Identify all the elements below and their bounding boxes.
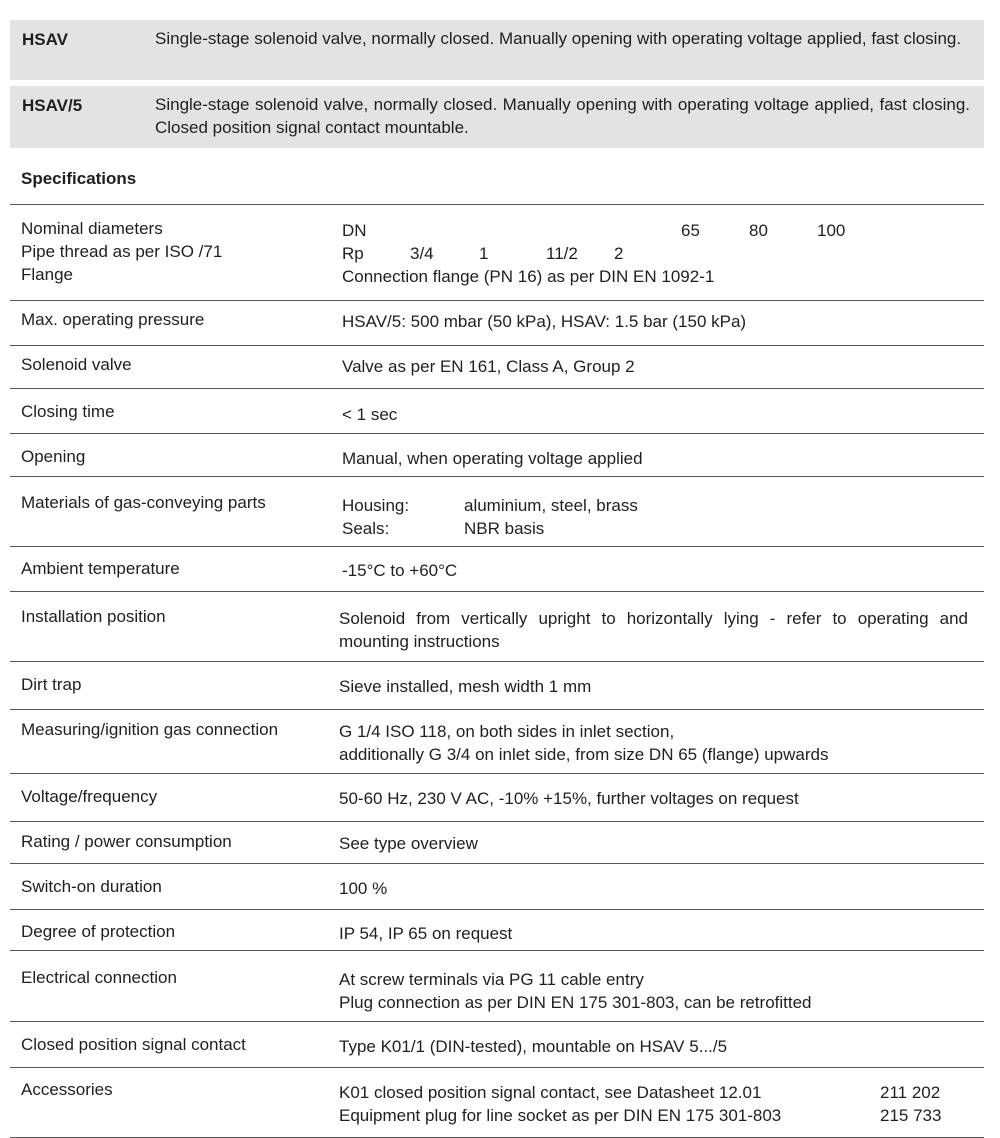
dn-value: 100 [817,221,846,240]
spec-row-accessories [10,1068,984,1138]
spec-value: Solenoid from vertically upright to horizontally lying - refer to operating and mounting instructions [339,609,968,651]
type-hsav5 [10,86,984,148]
nominal-diameters-label: Nominal diameters [21,219,163,238]
spec-value: < 1 sec [342,405,398,424]
spec-label: Materials of gas-conveying parts [21,493,266,512]
spec-label: Closed position signal contact [21,1035,246,1054]
spec-label: Installation position [21,607,166,626]
spec-row-switch-on [10,864,984,910]
spec-row-closing-time [10,389,984,434]
spec-value: IP 54, IP 65 on request [339,924,513,943]
rp-value: 2 [614,244,624,263]
spec-label: Voltage/frequency [21,787,158,806]
rp-value: 1 [479,244,489,263]
spec-row-materials [10,477,984,547]
dn-value: 80 [749,221,768,240]
specifications-heading: Specifications [10,154,984,205]
spec-label: Dirt trap [21,675,82,694]
accessories-list [339,1081,968,1127]
housing-value: aluminium, steel, brass [464,496,638,515]
type-code: HSAV [22,30,68,49]
accessory-item [339,1104,968,1127]
electrical-values [339,968,968,1014]
housing-label: Housing: [342,496,410,515]
seals-label: Seals: [342,519,390,538]
spec-label: Degree of protection [21,922,176,941]
type-description: Single-stage solenoid valve, normally closed. Manually opening with operating voltage applied, fast closing. Closed position signal contact mountable. [155,95,970,137]
spec-value-line: At screw terminals via PG 11 cable entry [339,970,644,989]
accessory-number: 211 202 [880,1083,941,1102]
dimension-values [342,219,968,288]
spec-row-electrical [10,951,984,1022]
spec-row-signal-contact [10,1022,984,1068]
spec-value-line: G 1/4 ISO 118, on both sides in inlet section, [339,722,675,741]
spec-row-voltage [10,774,984,822]
spec-row-ambient [10,547,984,592]
spec-row-protection [10,910,984,951]
spec-label: Switch-on duration [21,877,162,896]
spec-value: 50-60 Hz, 230 V AC, -10% +15%, further voltages on request [339,789,799,808]
accessory-number: 215 733 [880,1106,942,1125]
accessory-name: Equipment plug for line socket as per DIN EN 175 301-803 [339,1106,782,1125]
spec-row-dirt-trap [10,662,984,710]
rp-value: 3/4 [410,244,434,263]
spec-row-opening [10,434,984,477]
spec-row-dimensions [10,205,984,301]
materials-values [342,494,968,540]
type-description: Single-stage solenoid valve, normally closed. Manually opening with operating voltage applied, fast closing. [155,29,962,48]
spec-value-line: Plug connection as per DIN EN 175 301-803, can be retrofitted [339,993,812,1012]
pipe-thread-label: Pipe thread as per ISO /71 [21,242,223,261]
accessory-name: K01 closed position signal contact, see Datasheet 12.01 [339,1083,762,1102]
spec-label: Accessories [21,1080,113,1099]
spec-label: Closing time [21,402,115,421]
spec-label: Measuring/ignition gas connection [21,720,279,739]
rp-label: Rp [342,244,364,263]
spec-label: Solenoid valve [21,355,132,374]
spec-label: Opening [21,447,86,466]
spec-row-measuring [10,710,984,774]
spec-value: Type K01/1 (DIN-tested), mountable on HSAV 5.../5 [339,1037,728,1056]
flange-label: Flange [21,265,73,284]
spec-row-solenoid [10,346,984,389]
spec-value-line: additionally G 3/4 on inlet side, from size DN 65 (flange) upwards [339,745,829,764]
spec-row-installation [10,592,984,662]
accessory-item [339,1081,968,1104]
spec-value: -15°C to +60°C [342,561,458,580]
rp-value: 11/2 [546,244,578,263]
spec-row-pressure [10,301,984,346]
type-hsav [10,20,984,80]
spec-value: Valve as per EN 161, Class A, Group 2 [342,357,635,376]
dimension-labels [21,217,222,286]
type-code: HSAV/5 [22,96,83,115]
dn-label: DN [342,221,367,240]
spec-value: HSAV/5: 500 mbar (50 kPa), HSAV: 1.5 bar (150 kPa) [342,312,747,331]
flange-value: Connection flange (PN 16) as per DIN EN 1092-1 [342,267,715,286]
spec-value: Manual, when operating voltage applied [342,449,643,468]
spec-label: Electrical connection [21,968,177,987]
dn-value: 65 [681,221,700,240]
measuring-values [339,720,968,766]
spec-label: Rating / power consumption [21,832,232,851]
spec-value: Sieve installed, mesh width 1 mm [339,677,592,696]
spec-label: Max. operating pressure [21,310,205,329]
spec-label: Ambient temperature [21,559,180,578]
spec-value: 100 % [339,879,388,898]
datasheet-page [10,20,984,1138]
spec-value: See type overview [339,834,478,853]
seals-value: NBR basis [464,519,545,538]
spec-row-rating [10,822,984,864]
